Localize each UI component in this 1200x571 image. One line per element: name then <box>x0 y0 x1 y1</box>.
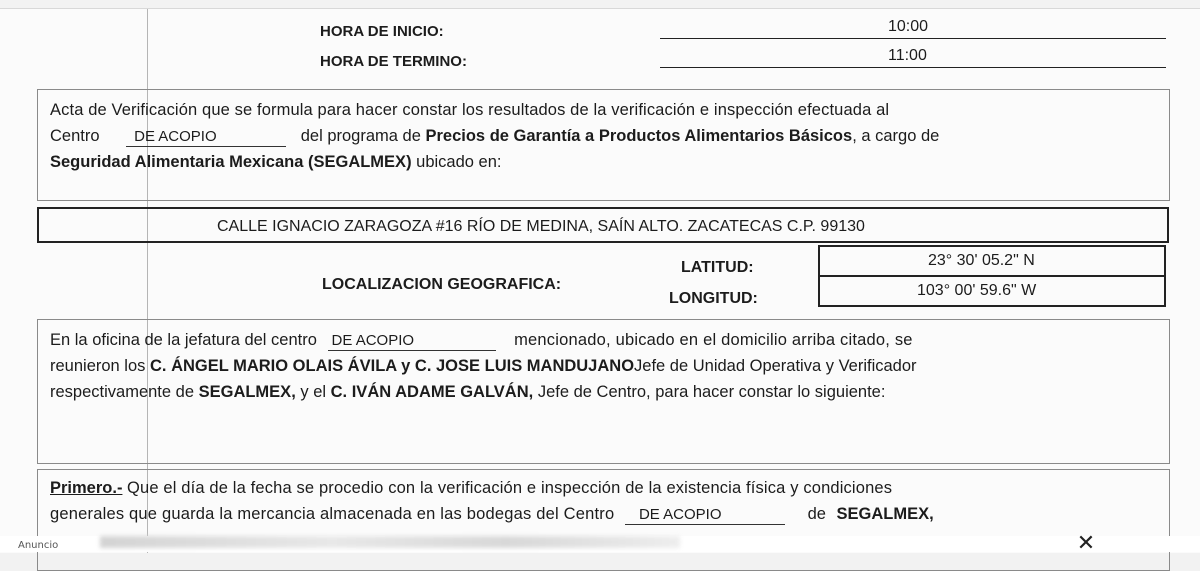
end-time-value: 11:00 <box>888 47 927 64</box>
latitude-value: 23° 30' 05.2" N <box>928 252 1035 269</box>
meeting-line-3: respectivamente de SEGALMEX, y el C. IVÁN ADAME GALVÁN, Jefe de Centro, para hacer constar lo siguiente: <box>50 383 886 401</box>
agency-name: Seguridad Alimentaria Mexicana (SEGALMEX) <box>50 153 412 171</box>
intro-centro-type-field: DE ACOPIO <box>126 128 286 147</box>
address-text: CALLE IGNACIO ZARAGOZA #16 RÍO DE MEDINA, SAÍN ALTO. ZACATECAS C.P. 99130 <box>217 218 865 235</box>
latitude-label: LATITUD: <box>681 259 754 276</box>
intro-centro-word: Centro <box>50 127 100 145</box>
center-chief-name: C. IVÁN ADAME GALVÁN, <box>330 383 534 401</box>
primero-centro-type-field: DE ACOPIO <box>625 506 785 525</box>
close-icon[interactable]: ✕ <box>1076 531 1096 556</box>
meeting-line-2: reunieron los C. ÁNGEL MARIO OLAIS ÁVILA y C. JOSE LUIS MANDUJANOJefe de Unidad Operativa y Verificador <box>50 357 917 375</box>
start-time-underline <box>660 38 1166 39</box>
meeting-centro-type-field: DE ACOPIO <box>328 332 496 351</box>
intro-paragraph <box>50 97 1162 175</box>
meeting-paragraph <box>50 327 1162 405</box>
ad-blurred-content <box>100 536 680 548</box>
longitude-value: 103° 00' 59.6" W <box>917 282 1037 299</box>
primero-line-2: generales que guarda la mercancia almacenada en las bodegas del Centro DE ACOPIO de SEGALMEX, <box>50 505 934 523</box>
primero-label: Primero.- <box>50 479 123 497</box>
program-name: Precios de Garantía a Productos Alimentarios Básicos <box>425 127 853 145</box>
end-time-label: HORA DE TERMINO: <box>320 53 467 70</box>
intro-line-3: Seguridad Alimentaria Mexicana (SEGALMEX) ubicado en: <box>50 153 502 171</box>
longitude-label: LONGITUD: <box>669 290 758 307</box>
verifier-names: C. ÁNGEL MARIO OLAIS ÁVILA y C. JOSE LUIS MANDUJANO <box>149 357 635 375</box>
intro-line-2: Centro DE ACOPIO del programa de Precios de Garantía a Productos Alimentarios Básicos, a cargo de <box>50 127 940 145</box>
geo-title: LOCALIZACION GEOGRAFICA: <box>322 276 562 293</box>
ad-label: Anuncio <box>18 540 59 551</box>
primero-paragraph <box>50 475 1162 527</box>
document-page <box>0 8 1200 556</box>
intro-line-1: Acta de Verificación que se formula para hacer constar los resultados de la verificación e inspección efectuada al <box>50 101 890 119</box>
start-time-value: 10:00 <box>888 18 929 35</box>
start-time-label: HORA DE INICIO: <box>320 23 444 40</box>
primero-line-1: Primero.- Que el día de la fecha se procedio con la verificación e inspección de la existencia física y condiciones <box>50 479 893 497</box>
meeting-line-1: En la oficina de la jefatura del centro DE ACOPIO mencionado, ubicado en el domicilio arriba citado, se <box>50 331 913 349</box>
end-time-underline <box>660 67 1166 68</box>
